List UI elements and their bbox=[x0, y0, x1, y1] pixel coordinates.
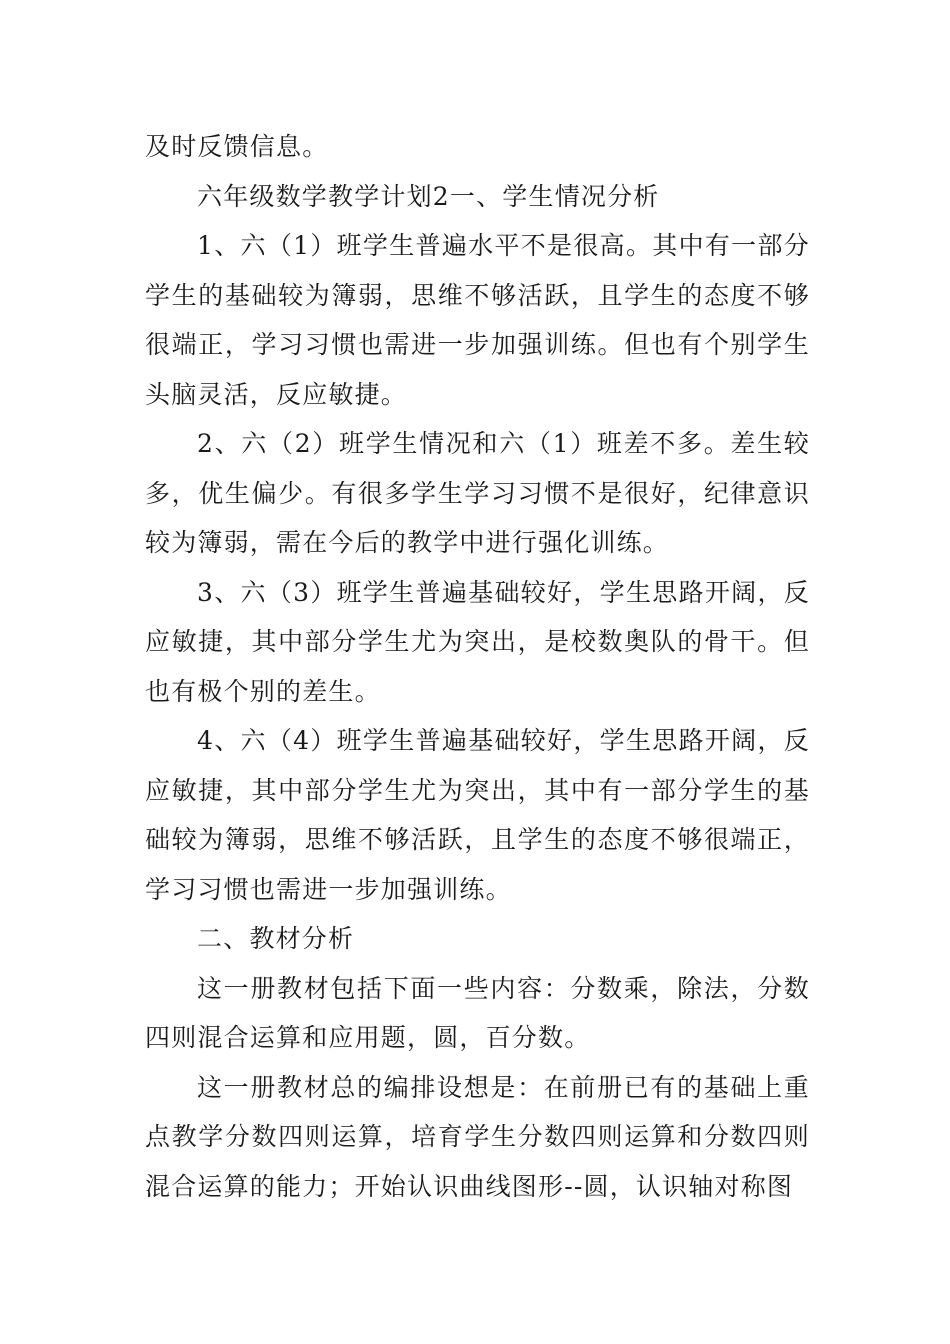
paragraph-class-2: 2、六（2）班学生情况和六（1）班差不多。差生较多，优生偏少。有很多学生学习习惯不是很好，纪律意识较为簿弱，需在今后的教学中进行强化训练。 bbox=[145, 429, 810, 557]
paragraph-class-3: 3、六（3）班学生普遍基础较好，学生思路开阔，反应敏捷，其中部分学生尤为突出，是校数奥队的骨干。但也有极个别的差生。 bbox=[145, 577, 810, 706]
paragraph-class-1: 1、六（1）班学生普遍水平不是很高。其中有一部分学生的基础较为簿弱，思维不够活跃，且学生的态度不够很端正，学习习惯也需进一步加强训练。但也有个别学生头脑灵活，反应敏捷。 bbox=[145, 231, 810, 409]
document-body bbox=[145, 122, 810, 1211]
paragraph-class-4: 4、六（4）班学生普遍基础较好，学生思路开阔，反应敏捷，其中部分学生尤为突出，其中有一部分学生的基础较为簿弱，思维不够活跃，且学生的态度不够很端正，学习习惯也需进一步加强训练。 bbox=[145, 726, 810, 904]
paragraph-plan-title: 六年级数学教学计划2一、学生情况分析 bbox=[197, 181, 660, 211]
paragraph-continuation: 及时反馈信息。 bbox=[145, 132, 329, 161]
section-heading-textbook-analysis: 二、教材分析 bbox=[197, 924, 355, 953]
paragraph-textbook-design: 这一册教材总的编排设想是：在前册已有的基础上重点教学分数四则运算，培育学生分数四则运算和分数四则混合运算的能力；开始认识曲线图形--圆，认识轴对称图 bbox=[145, 1072, 810, 1201]
paragraph-textbook-contents: 这一册教材包括下面一些内容：分数乘，除法，分数四则混合运算和应用题，圆，百分数。 bbox=[145, 973, 810, 1052]
